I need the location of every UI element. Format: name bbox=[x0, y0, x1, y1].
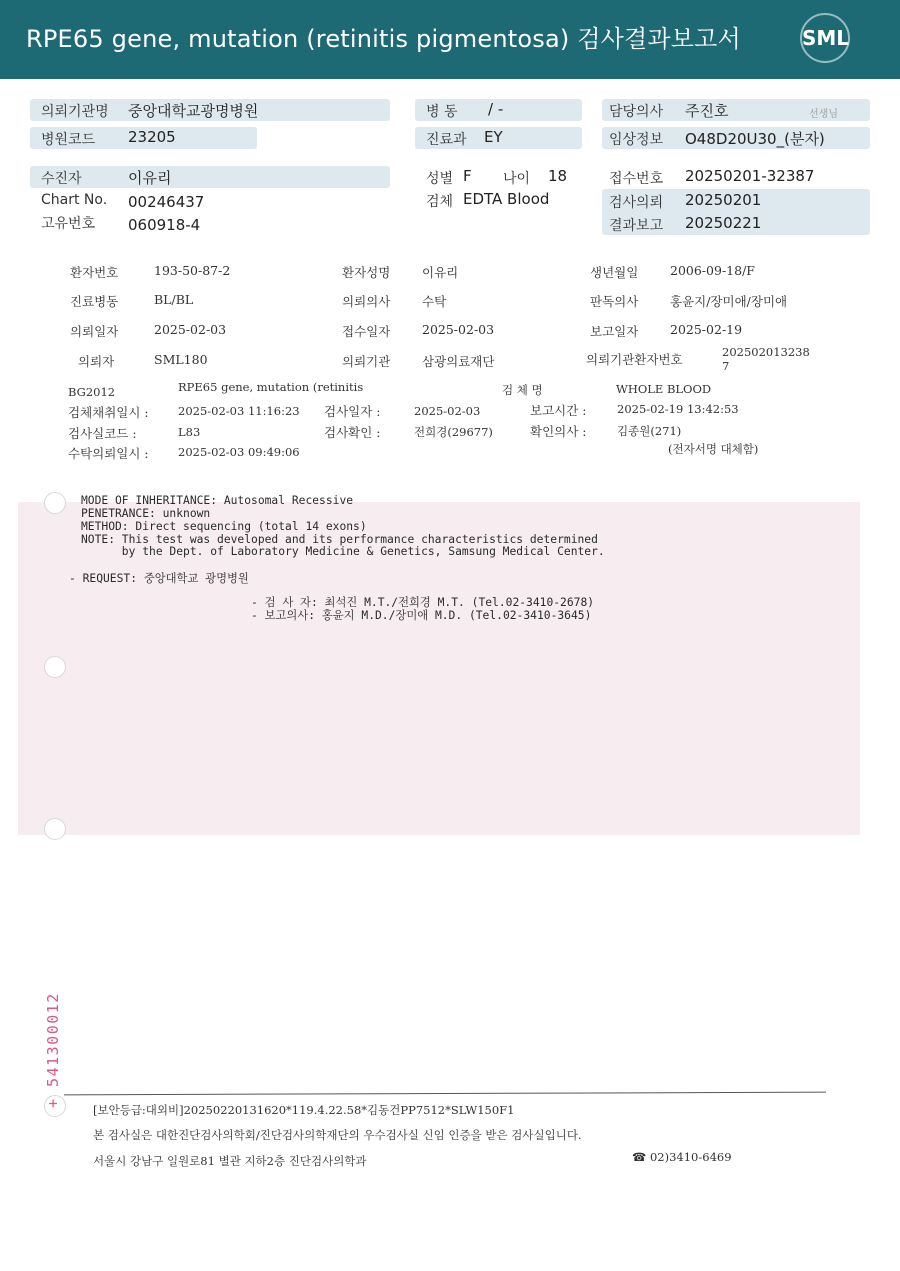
test-date-value: 2025-02-03 bbox=[414, 404, 481, 418]
confirm-doc-value: 김종원(271) bbox=[617, 424, 682, 438]
logo-text: SML bbox=[802, 26, 850, 50]
report-title: RPE65 gene, mutation (retinitis pigmentosa) 검사결과보고서 bbox=[26, 25, 741, 53]
note-line: by the Dept. of Laboratory Medicine & Genetics, Samsung Medical Center. bbox=[81, 545, 605, 558]
punch-hole-icon bbox=[44, 818, 66, 840]
uid-value: 060918-4 bbox=[128, 216, 201, 234]
lab-code-label: 검사실코드 : bbox=[68, 426, 137, 441]
scan-label: 환자번호 bbox=[70, 265, 119, 280]
test-date-label: 검사일자 : bbox=[324, 404, 381, 419]
dept-value: EY bbox=[484, 128, 503, 146]
ward-label: 병 동 bbox=[426, 104, 458, 120]
scan-value: SML180 bbox=[154, 352, 208, 367]
hospital-code-value: 23205 bbox=[128, 128, 176, 146]
referral-org-value: 중앙대학교광명병원 bbox=[128, 102, 259, 120]
scan-value: 2006-09-18/F bbox=[670, 263, 755, 278]
punch-hole-icon bbox=[44, 656, 66, 678]
doctor-label: 담당의사 bbox=[609, 104, 664, 120]
chart-label: Chart No. bbox=[41, 192, 108, 208]
scan-label: 판독의사 bbox=[590, 294, 639, 309]
doctor-value: 주진호 bbox=[685, 102, 729, 120]
ward-value: / - bbox=[488, 100, 504, 118]
receipt-value: 20250201-32387 bbox=[685, 167, 815, 185]
scan-label: 보고일자 bbox=[590, 324, 639, 339]
specimen-value: EDTA Blood bbox=[463, 190, 550, 208]
scan-value: 2025-02-19 bbox=[670, 322, 743, 337]
note-line: MODE OF INHERITANCE: Autosomal Recessive bbox=[81, 494, 354, 507]
test-code: BG2012 bbox=[68, 385, 116, 399]
dept-label: 진료과 bbox=[426, 132, 467, 148]
sml-logo bbox=[796, 13, 854, 65]
age-label: 나이 bbox=[503, 171, 531, 187]
consign-value: 2025-02-03 09:49:06 bbox=[178, 445, 300, 459]
specimen-name-label: 검 체 명 bbox=[502, 383, 543, 397]
report-date-value: 20250221 bbox=[685, 214, 762, 232]
age-value: 18 bbox=[548, 167, 568, 185]
clinical-value: O48D20U30_(분자) bbox=[685, 130, 825, 148]
req-date-value: 20250201 bbox=[685, 191, 762, 209]
confirm-label: 검사확인 : bbox=[324, 425, 381, 440]
lab-code-value: L83 bbox=[178, 425, 201, 439]
scan-label: 진료병동 bbox=[70, 294, 119, 309]
note-line: METHOD: Direct sequencing (total 14 exons) bbox=[81, 520, 367, 533]
doctor-suffix: 선생님 bbox=[809, 109, 838, 120]
request-line: - REQUEST: 중앙대학교 광명병원 bbox=[69, 572, 249, 585]
scan-label: 의뢰일자 bbox=[70, 324, 119, 339]
scan-value: 수탁 bbox=[422, 294, 447, 309]
punch-hole-icon bbox=[44, 492, 66, 514]
consign-label: 수탁의뢰일시 : bbox=[68, 446, 149, 461]
clinical-label: 임상정보 bbox=[609, 132, 664, 148]
scan-label: 의뢰의사 bbox=[342, 294, 391, 309]
tester-line: - 검 사 자: 최석진 M.T./전희경 M.T. (Tel.02-3410-2678) bbox=[251, 596, 595, 609]
address-line: 서울시 강남구 일원로81 별관 지하2층 진단검사의학과 bbox=[93, 1154, 367, 1168]
scan-value: BL/BL bbox=[154, 292, 194, 307]
collect-value: 2025-02-03 11:16:23 bbox=[178, 404, 300, 418]
report-header bbox=[0, 0, 900, 79]
scan-value: 삼광의료재단 bbox=[422, 354, 495, 369]
patient-label: 수진자 bbox=[41, 171, 82, 187]
scan-label: 의뢰자 bbox=[78, 354, 115, 369]
vertical-number: + 541300012 bbox=[44, 992, 62, 1108]
cert-line: 본 검사실은 대한진단검사의학회/진단검사의학재단의 우수검사실 신임 인증을 받은 검사실입니다. bbox=[93, 1128, 582, 1142]
scan-label: 의뢰기관환자번호 bbox=[586, 352, 683, 367]
scan-label: 환자성명 bbox=[342, 265, 391, 280]
scan-label: 접수일자 bbox=[342, 324, 391, 339]
footer-divider bbox=[64, 1092, 826, 1096]
scan-value: 202502013238 bbox=[722, 345, 810, 359]
patient-box bbox=[30, 166, 390, 188]
chart-value: 00246437 bbox=[128, 193, 205, 211]
scan-value: 홍윤지/장미애/장미애 bbox=[670, 294, 788, 309]
confirm-value: 전희경(29677) bbox=[414, 425, 493, 439]
scan-value: 2025-02-03 bbox=[422, 322, 495, 337]
sex-label: 성별 bbox=[426, 171, 454, 187]
sex-value: F bbox=[463, 167, 472, 185]
security-line: [보안등급:대외비]20250220131620*119.4.22.58*김동건PP7512*SLW150F1 bbox=[93, 1103, 515, 1117]
patient-value: 이유리 bbox=[128, 169, 172, 187]
scan-value: 193-50-87-2 bbox=[154, 263, 231, 278]
uid-label: 고유번호 bbox=[41, 216, 96, 232]
esign-note: (전자서명 대체함) bbox=[668, 442, 759, 456]
req-date-label: 검사의뢰 bbox=[609, 195, 664, 211]
referral-org-label: 의뢰기관명 bbox=[41, 104, 109, 120]
scan-value: 2025-02-03 bbox=[154, 322, 227, 337]
scan-label: 생년월일 bbox=[590, 265, 639, 280]
phone-line: ☎ 02)3410-6469 bbox=[632, 1150, 732, 1164]
report-time-label: 보고시간 : bbox=[530, 403, 587, 418]
collect-label: 검체채취일시 : bbox=[68, 405, 149, 420]
note-line: PENETRANCE: unknown bbox=[81, 507, 211, 520]
specimen-label: 검체 bbox=[426, 194, 454, 210]
scan-value: 이유리 bbox=[422, 265, 459, 280]
report-time-value: 2025-02-19 13:42:53 bbox=[617, 402, 739, 416]
note-line: NOTE: This test was developed and its performance characteristics determined bbox=[81, 533, 598, 546]
report-date-label: 결과보고 bbox=[609, 218, 664, 234]
reporter-line: - 보고의사: 홍윤지 M.D./장미애 M.D. (Tel.02-3410-3645) bbox=[251, 609, 592, 622]
hospital-code-label: 병원코드 bbox=[41, 132, 96, 148]
test-name: RPE65 gene, mutation (retinitis bbox=[178, 380, 364, 394]
confirm-doc-label: 확인의사 : bbox=[530, 424, 587, 439]
scan-value-cont: 7 bbox=[722, 359, 730, 373]
specimen-name-value: WHOLE BLOOD bbox=[616, 382, 712, 396]
scan-label: 의뢰기관 bbox=[342, 354, 391, 369]
receipt-label: 접수번호 bbox=[609, 171, 664, 187]
